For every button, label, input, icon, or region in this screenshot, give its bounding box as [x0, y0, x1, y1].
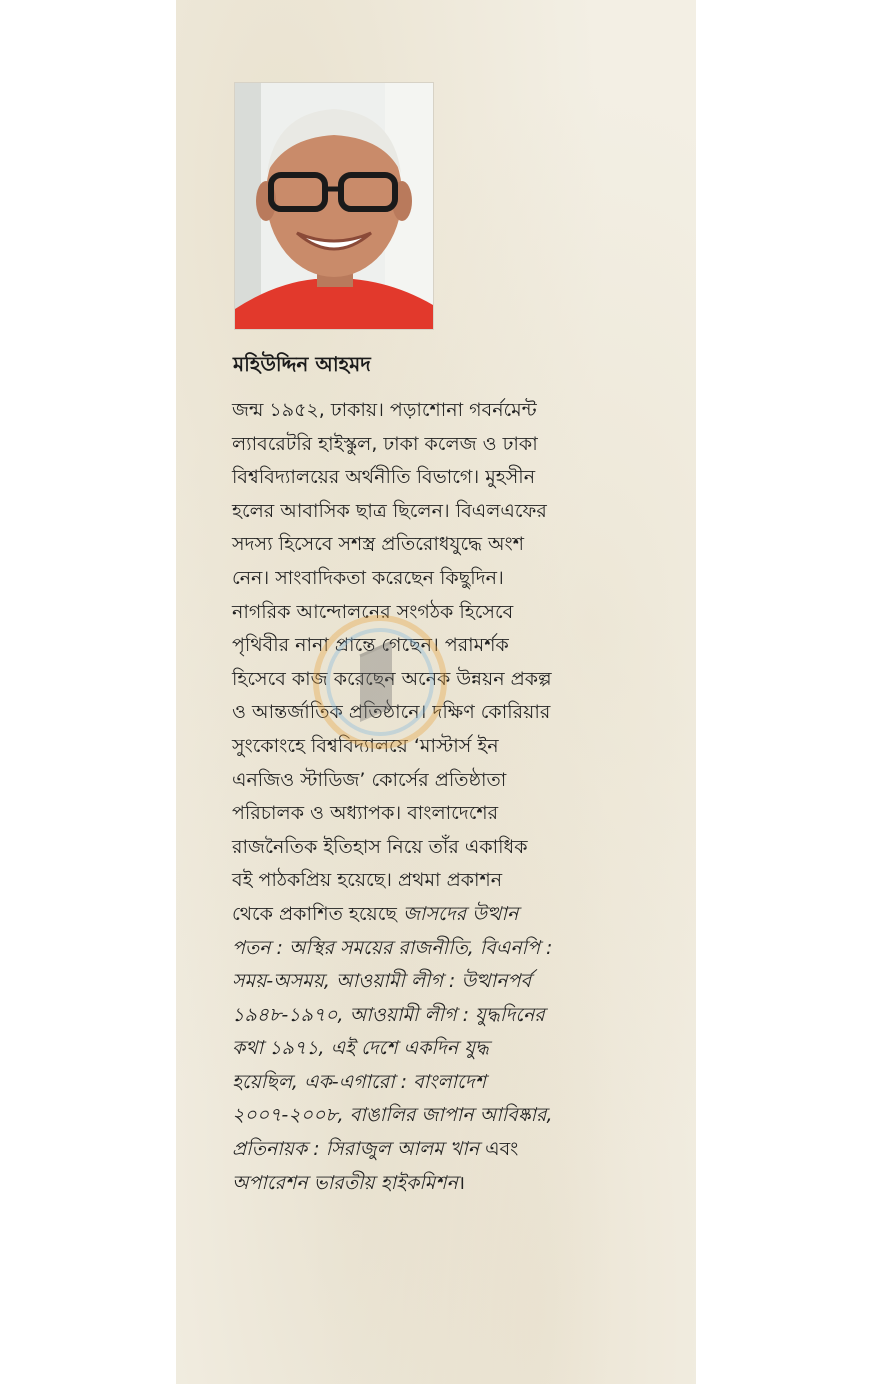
bio-text: জন্ম ১৯৫২, ঢাকায়। পড়াশোনা গবর্নমেন্ট: [232, 399, 537, 421]
bio-text: এনজিও স্টাডিজ’ কোর্সের প্রতিষ্ঠাতা: [232, 768, 507, 791]
book-title-text: অপারেশন ভারতীয় হাইকমিশন: [232, 1171, 458, 1194]
bio-line: [232, 730, 632, 764]
bio-text: সুংকোংহে বিশ্ববিদ্যালয়ে ‘মাস্টার্স ইন: [232, 734, 499, 757]
bio-line: [232, 495, 632, 529]
bio-text: এবং: [479, 1138, 519, 1161]
book-title-text: পতন : অস্থির সময়ের রাজনীতি, বিএনপি :: [232, 936, 553, 959]
bio-text: বই পাঠকপ্রিয় হয়েছে। প্রথমা প্রকাশন: [232, 869, 503, 892]
author-name: মহিউদ্দিন আহমদ: [233, 352, 371, 376]
bio-line: [232, 663, 632, 697]
book-title-text: প্রতিনায়ক : সিরাজুল আলম খান: [232, 1138, 480, 1161]
book-title-text: ১৯৪৮-১৯৭০, আওয়ামী লীগ : যুদ্ধদিনের: [232, 1003, 545, 1026]
author-bio: [232, 394, 632, 1200]
book-title-text: ২০০৭-২০০৮, বাঙালির জাপান আবিষ্কার,: [232, 1104, 553, 1127]
bio-line: [232, 898, 632, 932]
bio-line: [232, 428, 632, 462]
bio-line: [232, 1133, 632, 1167]
bio-text: ও আন্তর্জাতিক প্রতিষ্ঠানে। দক্ষিণ কোরিয়ার: [232, 701, 551, 724]
bio-line: [232, 1066, 632, 1100]
bio-line: [232, 932, 632, 966]
bio-text: সদস্য হিসেবে সশস্ত্র প্রতিরোধযুদ্ধে অংশ: [232, 533, 524, 556]
bio-text: পরিচালক ও অধ্যাপক। বাংলাদেশের: [232, 802, 499, 825]
bio-line: [232, 965, 632, 999]
bio-text: নাগরিক আন্দোলনের সংগঠক হিসেবে: [232, 600, 514, 623]
bio-line: [232, 562, 632, 596]
bio-text: থেকে প্রকাশিত হয়েছে: [232, 902, 403, 925]
book-title-text: হয়েছিল, এক-এগারো : বাংলাদেশ: [232, 1070, 486, 1093]
book-title-text: সময়-অসময়, আওয়ামী লীগ : উত্থানপর্ব: [232, 970, 532, 993]
bio-line: [232, 797, 632, 831]
author-photo: [234, 82, 434, 330]
bio-line: [232, 596, 632, 630]
bio-text: ।: [457, 1171, 466, 1194]
bio-line: [232, 831, 632, 865]
bio-line: [232, 394, 632, 428]
bio-text: ল্যাবরেটরি হাইস্কুল, ঢাকা কলেজ ও ঢাকা: [232, 432, 538, 455]
book-title-text: জাসদের উত্থান: [402, 902, 519, 925]
bio-line: [232, 1167, 632, 1201]
bio-text: হিসেবে কাজ করেছেন অনেক উন্নয়ন প্রকল্প: [232, 667, 552, 690]
book-title-text: কথা ১৯৭১, এই দেশে একদিন যুদ্ধ: [232, 1037, 489, 1060]
bio-line: [232, 764, 632, 798]
bio-line: [232, 461, 632, 495]
bio-text: হলের আবাসিক ছাত্র ছিলেন। বিএলএফের: [232, 499, 547, 522]
bio-line: [232, 999, 632, 1033]
bio-line: [232, 629, 632, 663]
bio-text: রাজনৈতিক ইতিহাস নিয়ে তাঁর একাধিক: [232, 835, 528, 858]
bio-line: [232, 696, 632, 730]
bio-text: নেন। সাংবাদিকতা করেছেন কিছুদিন।: [232, 566, 504, 589]
bio-line: [232, 864, 632, 898]
bio-line: [232, 1032, 632, 1066]
bio-text: পৃথিবীর নানা প্রান্তে গেছেন। পরামর্শক: [232, 634, 509, 657]
bio-line: [232, 1099, 632, 1133]
bio-line: [232, 528, 632, 562]
bio-text: বিশ্ববিদ্যালয়ের অর্থনীতি বিভাগে। মুহসীন: [232, 466, 536, 489]
